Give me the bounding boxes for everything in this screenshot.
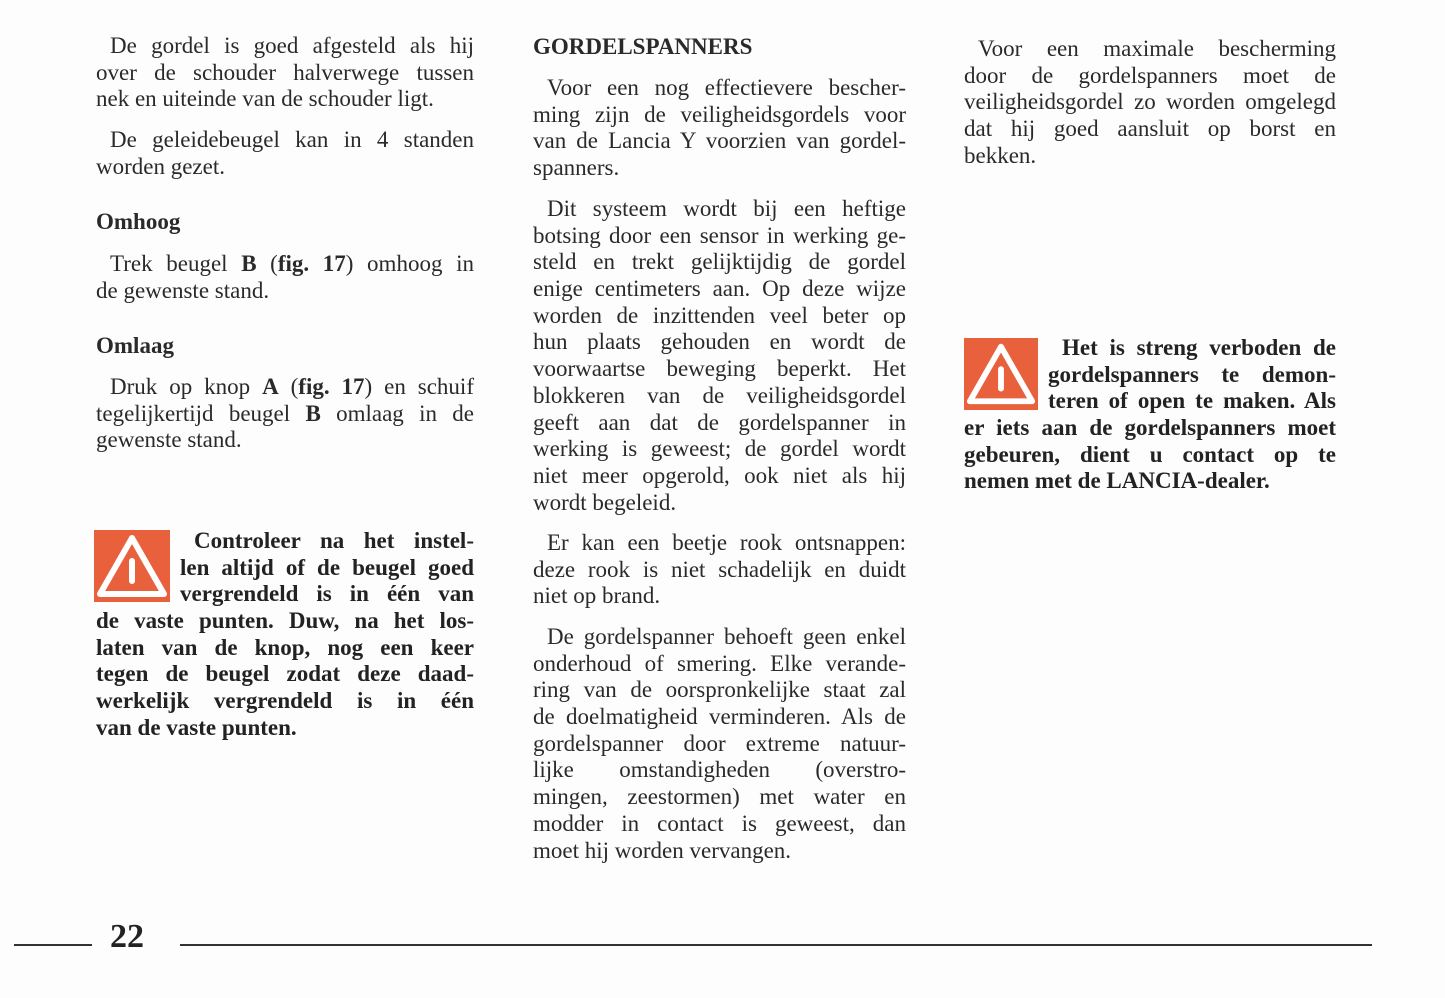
text-line: len altijd of de beugel goed [180,554,474,580]
paragraph-maintenance [533,624,906,864]
text-line: De gordel is goed afgesteld als hij [110,33,474,58]
text-line: onderhoud of smering. Elke verande- [533,650,906,676]
text: ) omhoog in [345,251,474,276]
text-line: Dit systeem wordt bij een heftige [547,196,906,221]
text-line: gordelspanner door extreme natuur- [533,730,906,756]
text-line: van de vaste punten. [96,714,297,740]
text-line: van de Lancia Y voorzien van gordel- [533,128,906,154]
text-line: Er kan een beetje rook ontsnappen: [547,530,906,555]
text-line: werkelijk vergrendeld is in één [96,688,474,714]
text: tegelijkertijd beugel [96,400,306,426]
warning-do-not-dismantle [964,335,1336,495]
text-line: over de schouder halverwege tussen [96,59,474,85]
text-line: bekken. [964,142,1037,168]
heading-down: Omlaag [96,333,174,358]
bold-text: B [241,251,257,276]
text-line: door de gordelspanners moet de [964,62,1336,88]
text-line [96,401,474,428]
text-line: lijke omstandigheden (overstro- [533,757,906,783]
text: ( [256,251,278,276]
heading-gordelspanners: GORDELSPANNERS [533,34,753,59]
page-number: 22 [110,918,144,955]
bold-text: fig. 17 [298,374,365,399]
bold-text: fig. 17 [277,251,346,276]
text-line: de doelmatigheid verminderen. Als de [533,704,906,730]
text-line: wordt begeleid. [533,489,677,515]
paragraph-system [533,196,906,516]
text-line: tegen de beugel zodat deze daad- [96,661,474,687]
bold-text: B [305,400,321,426]
text-line: Voor een maximale bescherming [978,36,1336,61]
text-line: De gordelspanner behoeft geen enkel [547,624,906,649]
text-line: voorwaartse beweging beperkt. Het [533,356,906,382]
text-line: teren of open te maken. Als [1048,388,1336,414]
text-line: hun plaats gehouden en wordt de [533,329,906,355]
paragraph-down [96,374,474,454]
text-line: Controleer na het instel- [194,528,474,553]
text-line [96,251,474,278]
paragraph-maximum-protection [964,36,1336,169]
text-line: steld en trekt gelijktijdig de gordel [533,249,906,275]
paragraph-belt-adjusted [96,33,474,113]
text-line: niet op brand. [533,583,661,609]
paragraph-guide-positions [96,127,474,180]
text: ) en schuif [364,374,474,399]
text-line: de vaste punten. Duw, na het los- [96,608,474,634]
text: ( [278,374,299,399]
text-line: gordelspanners te demon- [1048,361,1336,387]
text-line: Het is streng verboden de [1062,335,1336,360]
text: Druk op knop [110,374,263,399]
text-line: er iets aan de gordelspanners moet [964,415,1336,441]
text: omlaag in de [320,400,474,426]
warning-check-lock [96,528,474,742]
text-line: de gewenste stand. [96,277,270,303]
text-line: werking is geweest; de gordel wordt [533,436,906,462]
text-line: nemen met de LANCIA-dealer. [964,468,1270,494]
text-line: moet hij worden vervangen. [533,837,792,863]
text-line: ming zijn de veiligheidsgordels voor [533,101,906,127]
text-line: geeft aan dat de gordelspanner in [533,409,906,435]
text-line: ring van de oorspronkelijke staat zal [533,677,906,703]
footer-rule-left [14,944,92,946]
text-line: Voor een nog effectievere bescher- [547,75,906,100]
text-line: worden de inzittenden veel beter op [533,302,906,328]
text-line: nek en uiteinde van de schouder ligt. [96,86,434,112]
text-line: dat hij goed aansluit op borst en [964,116,1336,142]
text: Trek beugel [110,251,242,276]
text-line: blokkeren van de veiligheidsgordel [533,382,906,408]
text-line: spanners. [533,155,620,181]
heading-up: Omhoog [96,209,181,234]
text-line: gebeuren, dient u contact op te [964,441,1336,467]
text-line: botsing door een sensor in werking ge- [533,222,906,248]
footer-rule-right [180,944,1372,946]
paragraph-pretensioners-intro [533,75,906,182]
text-line: vergrendeld is in één van [180,581,474,607]
text-line: gewenste stand. [96,427,242,453]
text-line: worden gezet. [96,153,225,179]
bold-text: A [262,374,279,399]
text-line: niet meer opgerold, ook niet als hij [533,462,906,488]
text-line: deze rook is niet schadelijk en duidt [533,556,906,582]
paragraph-up [96,251,474,304]
paragraph-smoke [533,530,906,610]
text-line: veiligheidsgordel zo worden omgelegd [964,89,1336,115]
text-line: De geleidebeugel kan in 4 standen [110,127,474,152]
text-line: modder in contact is geweest, dan [533,810,906,836]
text-line: mingen, zeestormen) met water en [533,784,906,810]
text-line: laten van de knop, nog een keer [96,634,474,660]
text-line [96,374,474,401]
text-line: enige centimeters aan. Op deze wijze [533,276,906,302]
